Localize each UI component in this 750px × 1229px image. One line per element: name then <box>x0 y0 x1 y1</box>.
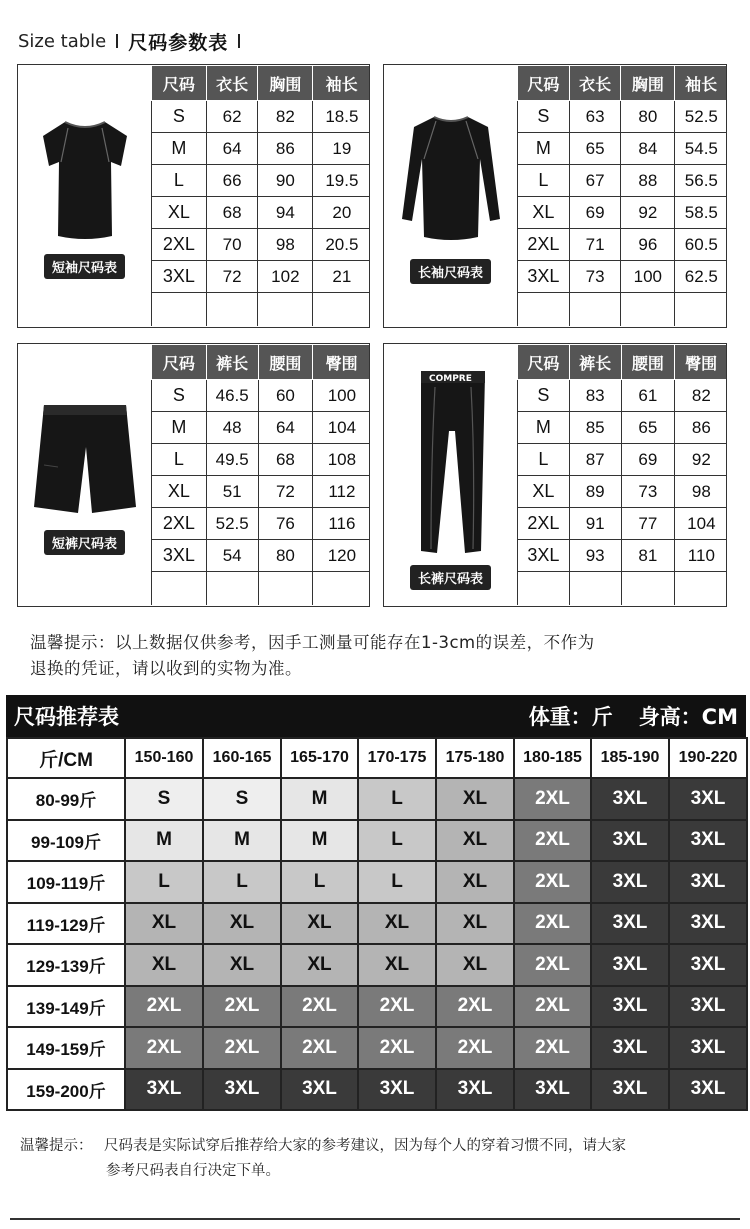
size-cell: L <box>518 444 570 476</box>
size-recommendation-cell: 3XL <box>669 820 747 862</box>
size-recommendation-cell: XL <box>203 903 281 945</box>
short-sleeve-shirt-icon <box>35 114 135 244</box>
height-label: 身高：CM <box>638 705 738 729</box>
shorts-size-panel <box>17 343 370 607</box>
value-cell: 108 <box>313 444 370 476</box>
table-row <box>518 508 728 540</box>
short-sleeve-label: 短袖尺码表 <box>44 254 125 279</box>
column-header: 袖长 <box>313 66 370 101</box>
size-recommendation-cell: 3XL <box>669 944 747 986</box>
note-line: 温馨提示：以上数据仅供参考，因手工测量可能存在1-3cm的误差，不作为 <box>30 633 595 652</box>
size-recommendation-cell: 3XL <box>591 1027 669 1069</box>
value-cell: 96 <box>621 229 675 261</box>
size-recommendation-cell: 2XL <box>281 986 358 1028</box>
size-recommendation-cell: XL <box>358 944 436 986</box>
header-divider <box>116 34 118 48</box>
recommend-header <box>6 695 746 737</box>
size-recommendation-cell: 3XL <box>514 1069 591 1111</box>
size-recommendation-cell: S <box>125 778 203 820</box>
value-cell: 92 <box>675 444 727 476</box>
value-cell: 52.5 <box>675 101 727 133</box>
table-row <box>7 1069 747 1111</box>
column-header: 腰围 <box>621 345 675 380</box>
table-row <box>518 476 728 508</box>
table-row <box>152 197 371 229</box>
short-sleeve-size-panel <box>17 64 370 328</box>
size-recommendation-cell: 2XL <box>514 944 591 986</box>
leggings-label: 长裤尺码表 <box>410 565 491 590</box>
size-recommendation-cell: M <box>203 820 281 862</box>
page-header <box>18 26 240 56</box>
value-cell: 65 <box>569 133 621 165</box>
value-cell: 69 <box>621 444 675 476</box>
leggings-size-table <box>517 344 727 605</box>
table-row <box>7 820 747 862</box>
table-row <box>7 986 747 1028</box>
size-recommendation-cell: XL <box>281 944 358 986</box>
size-recommendation-cell: 3XL <box>591 1069 669 1111</box>
height-column-header: 190-220 <box>669 738 747 778</box>
value-cell: 20.5 <box>313 229 370 261</box>
height-column-header: 160-165 <box>203 738 281 778</box>
size-recommendation-cell: 3XL <box>669 1069 747 1111</box>
value-cell: 82 <box>258 101 313 133</box>
table-row <box>7 903 747 945</box>
blank-row <box>518 572 728 605</box>
shorts-picture <box>18 344 151 606</box>
size-recommendation-cell: 3XL <box>591 903 669 945</box>
value-cell: 49.5 <box>206 444 258 476</box>
size-recommendation-cell: XL <box>281 903 358 945</box>
size-cell: M <box>152 412 207 444</box>
size-cell: S <box>518 380 570 412</box>
size-cell: M <box>518 133 570 165</box>
table-row <box>152 508 371 540</box>
size-recommendation-cell: 2XL <box>203 1027 281 1069</box>
value-cell: 60 <box>258 380 313 412</box>
value-cell: 48 <box>206 412 258 444</box>
size-recommendation-cell: L <box>281 861 358 903</box>
size-recommendation-cell: XL <box>358 903 436 945</box>
size-recommendation-cell: 3XL <box>591 861 669 903</box>
size-recommendation-cell: 3XL <box>669 986 747 1028</box>
value-cell: 58.5 <box>675 197 727 229</box>
table-row <box>7 861 747 903</box>
value-cell: 98 <box>675 476 727 508</box>
value-cell: 66 <box>206 165 258 197</box>
table-row <box>152 540 371 572</box>
size-recommendation-cell: 3XL <box>281 1069 358 1111</box>
footnote-line: 尺码表是实际试穿后推荐给大家的参考建议，因为每个人的穿着习惯不同，请大家 <box>104 1138 626 1154</box>
size-recommendation-cell: S <box>203 778 281 820</box>
value-cell: 87 <box>569 444 621 476</box>
size-recommendation-cell: 2XL <box>203 986 281 1028</box>
recommend-legend <box>529 701 738 731</box>
value-cell: 112 <box>313 476 370 508</box>
size-cell: 2XL <box>518 229 570 261</box>
size-cell: 3XL <box>518 540 570 572</box>
size-recommendation-cell: XL <box>436 778 514 820</box>
table-row <box>7 944 747 986</box>
value-cell: 61 <box>621 380 675 412</box>
size-recommendation-cell: L <box>358 778 436 820</box>
size-recommendation-cell: L <box>203 861 281 903</box>
value-cell: 116 <box>313 508 370 540</box>
size-cell: 3XL <box>152 540 207 572</box>
height-column-header: 185-190 <box>591 738 669 778</box>
long-sleeve-shirt-icon <box>396 109 506 249</box>
weight-row-header: 149-159斤 <box>7 1027 125 1069</box>
height-column-header: 150-160 <box>125 738 203 778</box>
value-cell: 68 <box>206 197 258 229</box>
column-header: 裤长 <box>206 345 258 380</box>
value-cell: 83 <box>569 380 621 412</box>
size-recommendation-cell: 2XL <box>514 986 591 1028</box>
size-recommendation-cell: XL <box>436 861 514 903</box>
column-header: 胸围 <box>621 66 675 101</box>
blank-row <box>518 293 728 326</box>
size-cell: S <box>152 380 207 412</box>
value-cell: 102 <box>258 261 313 293</box>
value-cell: 52.5 <box>206 508 258 540</box>
size-recommendation-cell: XL <box>125 944 203 986</box>
header-english-title: Size table <box>18 30 107 52</box>
height-column-header: 170-175 <box>358 738 436 778</box>
size-recommendation-cell: XL <box>125 903 203 945</box>
size-recommendation-cell: 3XL <box>125 1069 203 1111</box>
weight-label: 体重：斤 <box>528 705 613 729</box>
value-cell: 54.5 <box>675 133 727 165</box>
value-cell: 18.5 <box>313 101 370 133</box>
size-recommendation-cell: 2XL <box>514 903 591 945</box>
value-cell: 62 <box>206 101 258 133</box>
size-recommendation-cell: XL <box>203 944 281 986</box>
size-recommendation-table <box>6 737 748 1111</box>
size-recommendation-cell: 3XL <box>591 944 669 986</box>
header-divider <box>238 34 240 48</box>
table-row <box>518 380 728 412</box>
size-recommendation-cell: 2XL <box>125 1027 203 1069</box>
table-row <box>152 133 371 165</box>
long-sleeve-picture <box>384 65 517 327</box>
size-cell: 2XL <box>152 508 207 540</box>
column-header: 尺码 <box>518 66 570 101</box>
size-cell: L <box>152 444 207 476</box>
table-row <box>152 412 371 444</box>
size-recommendation-cell: 2XL <box>514 820 591 862</box>
column-header: 臀围 <box>313 345 370 380</box>
column-header: 袖长 <box>675 66 727 101</box>
table-row <box>152 101 371 133</box>
size-recommendation-cell: XL <box>436 820 514 862</box>
table-row <box>152 444 371 476</box>
size-recommendation-cell: 3XL <box>669 861 747 903</box>
size-cell: M <box>518 412 570 444</box>
size-recommendation-cell: 2XL <box>125 986 203 1028</box>
size-cell: 3XL <box>152 261 207 293</box>
column-header: 衣长 <box>206 66 258 101</box>
weight-row-header: 139-149斤 <box>7 986 125 1028</box>
value-cell: 90 <box>258 165 313 197</box>
column-header: 裤长 <box>569 345 621 380</box>
value-cell: 64 <box>258 412 313 444</box>
shorts-icon <box>30 395 140 520</box>
value-cell: 71 <box>569 229 621 261</box>
size-recommendation-cell: 3XL <box>669 778 747 820</box>
size-recommendation-cell: 2XL <box>436 986 514 1028</box>
leggings-icon <box>401 361 501 561</box>
value-cell: 86 <box>675 412 727 444</box>
header-chinese-title: 尺码参数表 <box>128 31 229 54</box>
weight-row-header: 119-129斤 <box>7 903 125 945</box>
value-cell: 98 <box>258 229 313 261</box>
size-cell: 2XL <box>518 508 570 540</box>
value-cell: 60.5 <box>675 229 727 261</box>
size-cell: 2XL <box>152 229 207 261</box>
value-cell: 84 <box>621 133 675 165</box>
note-line: 退换的凭证，请以收到的实物为准。 <box>30 659 302 678</box>
weight-row-header: 129-139斤 <box>7 944 125 986</box>
leggings-size-panel <box>383 343 727 607</box>
size-cell: XL <box>152 197 207 229</box>
height-column-header: 175-180 <box>436 738 514 778</box>
table-row <box>152 261 371 293</box>
size-recommendation-cell: 2XL <box>281 1027 358 1069</box>
column-header: 胸围 <box>258 66 313 101</box>
size-recommendation-cell: 2XL <box>358 1027 436 1069</box>
value-cell: 120 <box>313 540 370 572</box>
value-cell: 20 <box>313 197 370 229</box>
recommend-title: 尺码推荐表 <box>14 705 119 729</box>
value-cell: 54 <box>206 540 258 572</box>
blank-row <box>152 572 371 605</box>
value-cell: 104 <box>675 508 727 540</box>
value-cell: 46.5 <box>206 380 258 412</box>
table-row <box>518 229 728 261</box>
height-column-header: 165-170 <box>281 738 358 778</box>
size-recommendation-cell: 2XL <box>514 1027 591 1069</box>
size-recommendation-cell: 3XL <box>436 1069 514 1111</box>
size-cell: S <box>518 101 570 133</box>
value-cell: 64 <box>206 133 258 165</box>
value-cell: 73 <box>621 476 675 508</box>
column-header: 尺码 <box>518 345 570 380</box>
value-cell: 62.5 <box>675 261 727 293</box>
size-recommendation-cell: 2XL <box>514 778 591 820</box>
table-row <box>152 229 371 261</box>
value-cell: 63 <box>569 101 621 133</box>
shorts-size-table <box>151 344 370 605</box>
value-cell: 110 <box>675 540 727 572</box>
value-cell: 93 <box>569 540 621 572</box>
column-header: 尺码 <box>152 345 207 380</box>
leggings-picture <box>384 344 517 606</box>
value-cell: 77 <box>621 508 675 540</box>
value-cell: 72 <box>206 261 258 293</box>
value-cell: 19.5 <box>313 165 370 197</box>
value-cell: 81 <box>621 540 675 572</box>
size-cell: M <box>152 133 207 165</box>
column-header: 衣长 <box>569 66 621 101</box>
size-recommendation-cell: 3XL <box>669 1027 747 1069</box>
size-recommendation-cell: 3XL <box>358 1069 436 1111</box>
size-recommendation-cell: 3XL <box>591 778 669 820</box>
measurement-note <box>30 630 730 682</box>
value-cell: 104 <box>313 412 370 444</box>
table-row <box>152 165 371 197</box>
size-recommendation-cell: 3XL <box>203 1069 281 1111</box>
corner-header: 斤/CM <box>7 738 125 778</box>
value-cell: 82 <box>675 380 727 412</box>
value-cell: 19 <box>313 133 370 165</box>
value-cell: 100 <box>621 261 675 293</box>
footnote <box>20 1134 740 1184</box>
value-cell: 85 <box>569 412 621 444</box>
column-header: 腰围 <box>258 345 313 380</box>
footnote-line: 参考尺码表自行决定下单。 <box>106 1163 280 1179</box>
table-row <box>152 380 371 412</box>
value-cell: 65 <box>621 412 675 444</box>
table-row <box>518 412 728 444</box>
weight-row-header: 80-99斤 <box>7 778 125 820</box>
value-cell: 67 <box>569 165 621 197</box>
weight-row-header: 109-119斤 <box>7 861 125 903</box>
short-sleeve-picture <box>18 65 151 327</box>
value-cell: 86 <box>258 133 313 165</box>
size-cell: 3XL <box>518 261 570 293</box>
value-cell: 51 <box>206 476 258 508</box>
size-recommendation-cell: L <box>125 861 203 903</box>
value-cell: 73 <box>569 261 621 293</box>
value-cell: 88 <box>621 165 675 197</box>
size-recommendation-cell: 3XL <box>591 820 669 862</box>
value-cell: 21 <box>313 261 370 293</box>
bottom-divider <box>10 1218 740 1220</box>
table-row <box>518 165 728 197</box>
short-sleeve-size-table <box>151 65 370 326</box>
table-row <box>518 197 728 229</box>
value-cell: 91 <box>569 508 621 540</box>
table-row <box>518 101 728 133</box>
size-recommendation-cell: 2XL <box>514 861 591 903</box>
value-cell: 89 <box>569 476 621 508</box>
size-recommendation-cell: XL <box>436 903 514 945</box>
size-recommendation-cell: 2XL <box>436 1027 514 1069</box>
size-cell: L <box>518 165 570 197</box>
size-recommendation-cell: 3XL <box>591 986 669 1028</box>
table-row <box>7 1027 747 1069</box>
size-cell: XL <box>518 476 570 508</box>
long-sleeve-size-panel <box>383 64 727 328</box>
size-cell: XL <box>518 197 570 229</box>
value-cell: 100 <box>313 380 370 412</box>
size-cell: XL <box>152 476 207 508</box>
table-row <box>518 540 728 572</box>
size-recommendation-cell: M <box>281 778 358 820</box>
value-cell: 68 <box>258 444 313 476</box>
size-recommendation-cell: 3XL <box>669 903 747 945</box>
size-cell: S <box>152 101 207 133</box>
value-cell: 80 <box>258 540 313 572</box>
long-sleeve-label: 长袖尺码表 <box>410 259 491 284</box>
size-recommendation-cell: M <box>125 820 203 862</box>
value-cell: 70 <box>206 229 258 261</box>
size-recommendation-cell: M <box>281 820 358 862</box>
size-recommendation-cell: XL <box>436 944 514 986</box>
shorts-label: 短裤尺码表 <box>44 530 125 555</box>
value-cell: 80 <box>621 101 675 133</box>
value-cell: 76 <box>258 508 313 540</box>
column-header: 臀围 <box>675 345 727 380</box>
table-row <box>518 444 728 476</box>
long-sleeve-size-table <box>517 65 727 326</box>
size-recommendation-cell: 2XL <box>358 986 436 1028</box>
height-column-header: 180-185 <box>514 738 591 778</box>
weight-row-header: 99-109斤 <box>7 820 125 862</box>
value-cell: 92 <box>621 197 675 229</box>
table-row <box>518 133 728 165</box>
weight-row-header: 159-200斤 <box>7 1069 125 1111</box>
table-row <box>7 778 747 820</box>
size-cell: L <box>152 165 207 197</box>
footnote-label: 温馨提示： <box>20 1138 93 1154</box>
table-row <box>152 476 371 508</box>
value-cell: 69 <box>569 197 621 229</box>
table-row <box>518 261 728 293</box>
size-recommendation-cell: L <box>358 861 436 903</box>
value-cell: 56.5 <box>675 165 727 197</box>
value-cell: 72 <box>258 476 313 508</box>
column-header: 尺码 <box>152 66 207 101</box>
blank-row <box>152 293 371 326</box>
waistband-logo: COMPRE <box>428 373 472 384</box>
size-recommendation-cell: L <box>358 820 436 862</box>
value-cell: 94 <box>258 197 313 229</box>
